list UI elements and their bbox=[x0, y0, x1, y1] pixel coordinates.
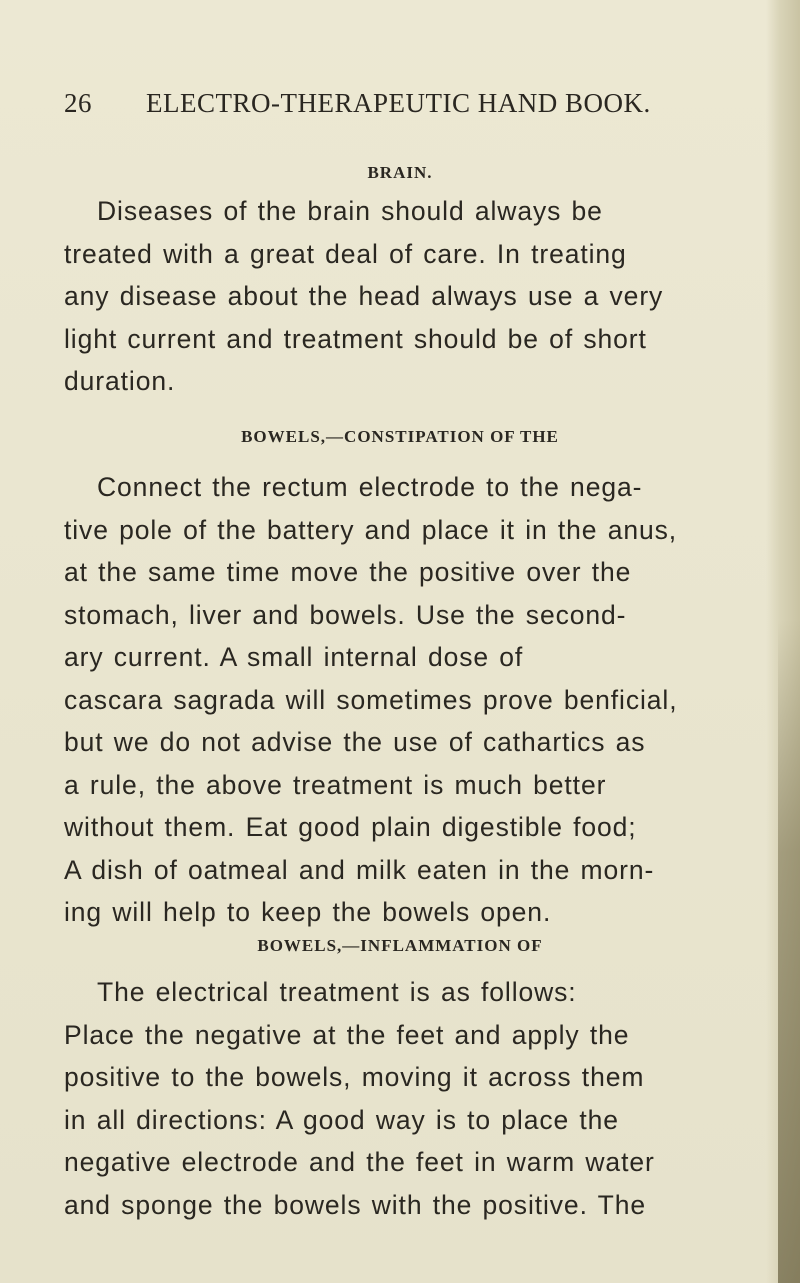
text-line: but we do not advise the use of cathartics as bbox=[64, 727, 646, 757]
text-line: any disease about the head always use a very bbox=[64, 281, 664, 311]
text-line: The electrical treatment is as follows: bbox=[97, 977, 577, 1007]
running-head bbox=[64, 88, 651, 119]
text-line: A dish of oatmeal and milk eaten in the morn- bbox=[64, 854, 655, 885]
text-line: negative electrode and the feet in warm water bbox=[64, 1147, 655, 1177]
text-line: light current and treatment should be of short bbox=[64, 323, 647, 354]
text-line: tive pole of the battery and place it in the anus, bbox=[64, 514, 678, 545]
text-line: stomach, liver and bowels. Use the second- bbox=[64, 599, 627, 630]
text-line: a rule, the above treatment is much better bbox=[64, 769, 607, 800]
paragraph-bowels-constipation bbox=[64, 466, 744, 934]
running-head-title: ELECTRO-THERAPEUTIC HAND BOOK. bbox=[146, 88, 651, 118]
text-line: in all directions: A good way is to place the bbox=[64, 1104, 619, 1135]
text-line: duration. bbox=[64, 366, 176, 396]
section-heading-bowels-inflammation: BOWELS,—INFLAMMATION OF bbox=[257, 936, 543, 955]
paragraph-brain bbox=[64, 190, 744, 403]
section-heading-brain: BRAIN. bbox=[367, 163, 433, 182]
text-line: without them. Eat good plain digestible food; bbox=[64, 812, 637, 842]
text-line: cascara sagrada will sometimes prove benficial, bbox=[64, 684, 678, 715]
page-number: 26 bbox=[64, 88, 92, 118]
text-line: Place the negative at the feet and apply the bbox=[64, 1019, 630, 1050]
text-line: Connect the rectum electrode to the nega- bbox=[97, 472, 643, 502]
text-line: and sponge the bowels with the positive. The bbox=[64, 1189, 646, 1220]
text-line: positive to the bowels, moving it across them bbox=[64, 1062, 645, 1092]
paragraph-bowels-inflammation bbox=[64, 971, 744, 1226]
page-edge-shadow bbox=[766, 0, 800, 1283]
text-line: ary current. A small internal dose of bbox=[64, 642, 524, 672]
text-line: ing will help to keep the bowels open. bbox=[64, 897, 552, 927]
text-line: treated with a great deal of care. In treating bbox=[64, 238, 627, 269]
section-heading-bowels-constipation: BOWELS,—CONSTIPATION OF THE bbox=[241, 427, 559, 446]
text-line: at the same time move the positive over the bbox=[64, 557, 632, 587]
text-line: Diseases of the brain should always be bbox=[97, 196, 603, 226]
